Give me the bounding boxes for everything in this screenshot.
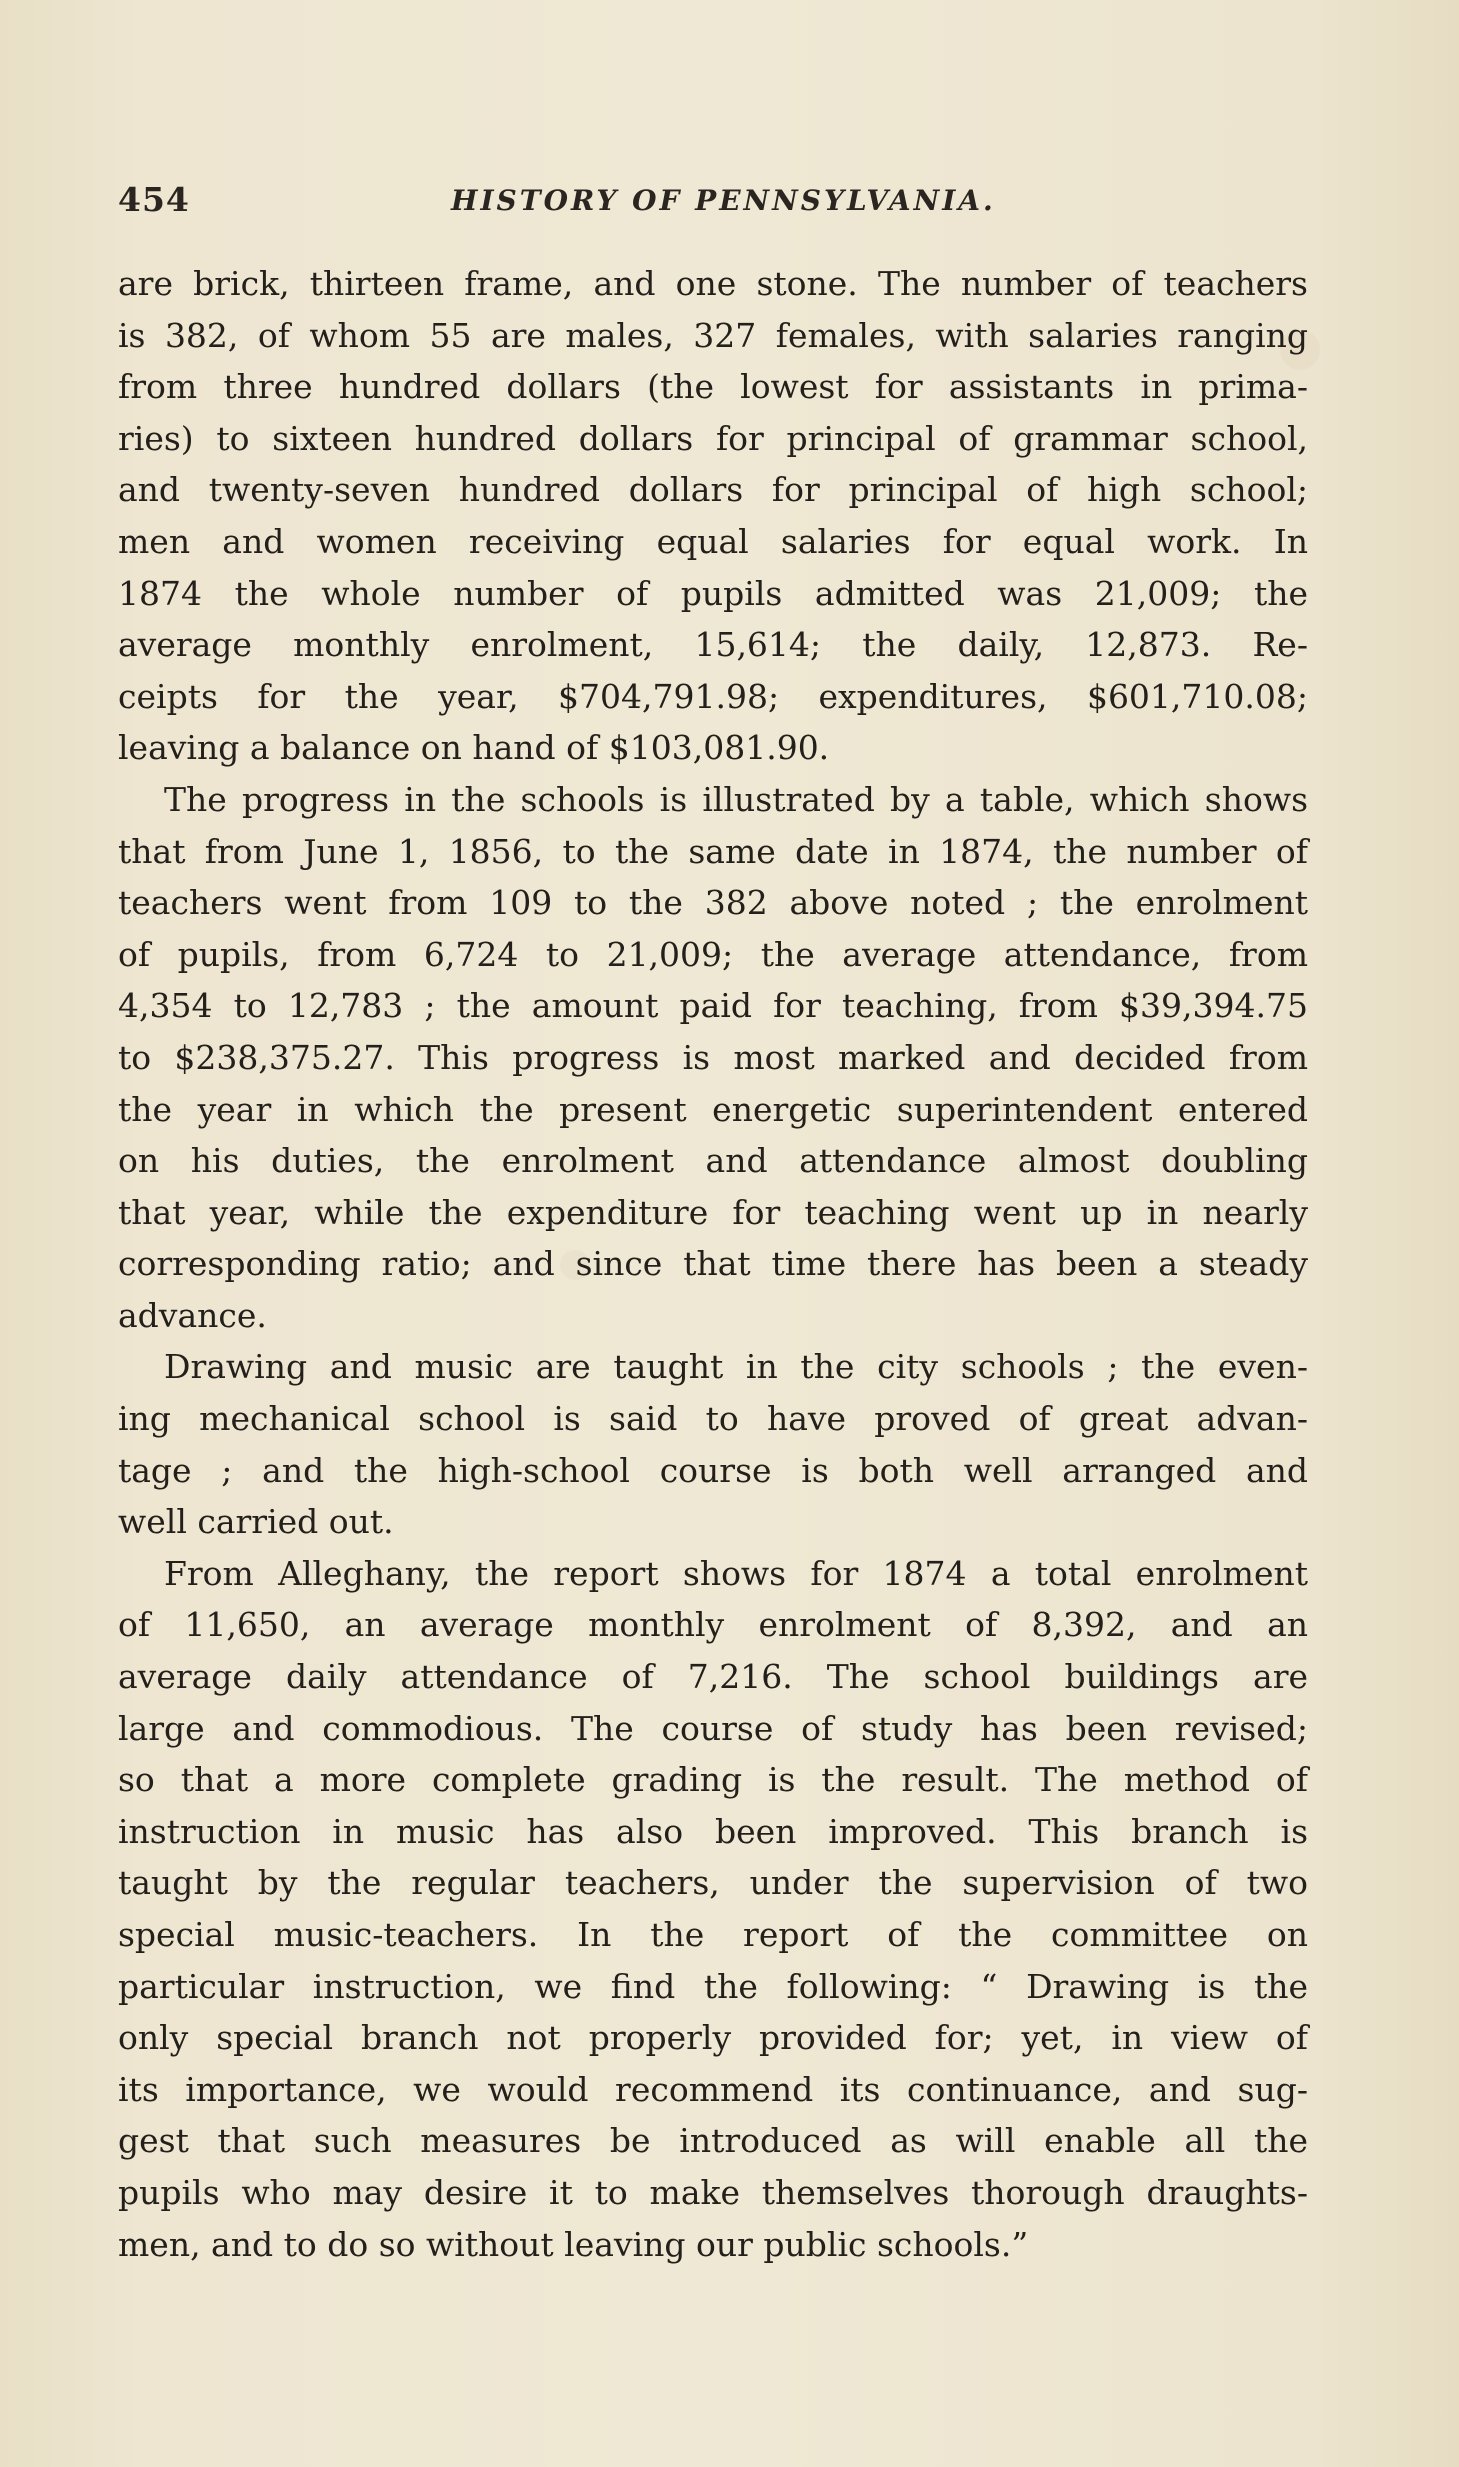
body-text (118, 258, 1308, 2270)
text-line: is 382, of whom 55 are males, 327 females, with salaries ranging (118, 315, 1308, 355)
text-line: from three hundred dollars (the lowest for assistants in prima- (118, 367, 1308, 407)
text-line: ing mechanical school is said to have proved of great advan- (118, 1399, 1308, 1439)
text-line: pupils who may desire it to make themselves thorough draughts- (118, 2172, 1308, 2212)
text-line: corresponding ratio; and since that time there has been a steady (118, 1244, 1308, 1284)
text-line: gest that such measures be introduced as will enable all the (118, 2121, 1308, 2161)
text-line: the year in which the present energetic superintendent entered (118, 1089, 1308, 1129)
text-line: From Alleghany, the report shows for 1874 a total enrolment (164, 1553, 1308, 1593)
text-line: that from June 1, 1856, to the same date in 1874, the number of (118, 831, 1308, 871)
text-line: teachers went from 109 to the 382 above noted ; the enrolment (118, 883, 1308, 923)
text-line: are brick, thirteen frame, and one stone. The number of teachers (118, 264, 1308, 303)
text-line: advance. (118, 1295, 267, 1335)
text-line: Drawing and music are taught in the city schools ; the even- (164, 1347, 1308, 1387)
text-line: tage ; and the high-school course is both well arranged and (118, 1450, 1308, 1490)
text-line: so that a more complete grading is the result. The method of (118, 1760, 1308, 1800)
text-line: taught by the regular teachers, under the supervision of two (118, 1863, 1308, 1903)
text-line: 1874 the whole number of pupils admitted was 21,009; the (118, 573, 1308, 613)
text-line: of 11,650, an average monthly enrolment of 8,392, and an (118, 1605, 1308, 1645)
page-header (118, 180, 1318, 236)
paragraph (118, 1341, 1308, 1547)
text-line: large and commodious. The course of study has been revised; (118, 1708, 1308, 1748)
page-number: 454 (118, 180, 190, 219)
paragraph (118, 258, 1308, 774)
running-head: HISTORY OF PENNSYLVANIA. (451, 184, 996, 217)
text-line: of pupils, from 6,724 to 21,009; the average attendance, from (118, 934, 1308, 974)
text-line: 4,354 to 12,783 ; the amount paid for teaching, from $39,394.75 (118, 986, 1308, 1026)
paragraph (118, 1548, 1308, 2270)
text-line: special music-teachers. In the report of the committee on (118, 1915, 1308, 1954)
text-line: leaving a balance on hand of $103,081.90. (118, 728, 830, 768)
text-line: to $238,375.27. This progress is most marked and decided from (118, 1037, 1308, 1077)
text-line: men, and to do so without leaving our public schools.” (118, 2224, 1029, 2264)
text-line: well carried out. (118, 1502, 394, 1542)
paragraph (118, 774, 1308, 1342)
text-line: ceipts for the year, $704,791.98; expenditures, $601,710.08; (118, 676, 1308, 716)
text-line: particular instruction, we find the following: “ Drawing is the (118, 1966, 1308, 2006)
text-line: average daily attendance of 7,216. The school buildings are (118, 1657, 1308, 1697)
text-line: on his duties, the enrolment and attendance almost doubling (118, 1141, 1308, 1181)
text-line: instruction in music has also been improved. This branch is (118, 1811, 1308, 1851)
text-line: men and women receiving equal salaries for equal work. In (118, 521, 1308, 561)
text-line: and twenty-seven hundred dollars for principal of high school; (118, 470, 1308, 510)
text-line: its importance, we would recommend its continuance, and sug- (118, 2069, 1308, 2109)
text-line: only special branch not properly provided for; yet, in view of (118, 2018, 1308, 2058)
text-line: that year, while the expenditure for teaching went up in nearly (118, 1192, 1308, 1232)
text-line: The progress in the schools is illustrated by a table, which shows (164, 779, 1308, 819)
text-line: average monthly enrolment, 15,614; the daily, 12,873. Re- (118, 625, 1308, 665)
text-line: ries) to sixteen hundred dollars for principal of grammar school, (118, 418, 1308, 458)
